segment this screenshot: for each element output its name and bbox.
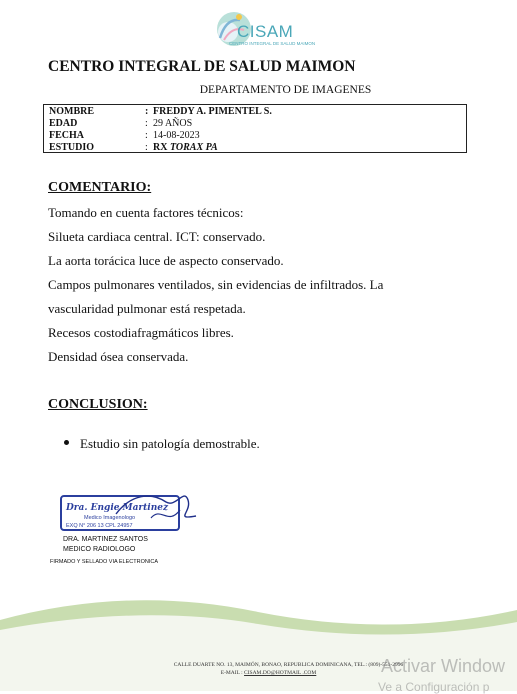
- comentario-line: vascularidad pulmonar está respetada.: [48, 301, 246, 316]
- activation-watermark-sub: Ve a Configuración p: [378, 680, 490, 694]
- comentario-heading: COMENTARIO:: [48, 180, 152, 195]
- comentario-line: Densidad ósea conservada.: [48, 349, 189, 364]
- activation-watermark: Activar Window: [381, 656, 506, 676]
- logo-subtext: CENTRO INTEGRAL DE SALUD MAIMON: [229, 41, 316, 46]
- patient-colon: :: [145, 130, 148, 141]
- stamp-name: Dra. Engie Martinez: [66, 503, 169, 513]
- comentario-line: La aorta torácica luce de aspecto conservado.: [48, 253, 284, 268]
- signer-name: DRA. MARTINEZ SANTOS: [63, 536, 148, 543]
- patient-row-nombre: [49, 106, 272, 118]
- comentario-line: Campos pulmonares ventilados, sin evidencias de infiltrados. La: [48, 277, 384, 292]
- comentario-line: Silueta cardiaca central. ICT: conservado.: [48, 229, 266, 244]
- conclusion-item: Estudio sin patología demostrable.: [80, 436, 260, 451]
- patient-colon: :: [145, 106, 149, 117]
- patient-value-study: [153, 142, 218, 154]
- patient-label: EDAD: [49, 118, 78, 129]
- study-suffix: TORAX PA: [169, 142, 218, 153]
- patient-row-estudio: [49, 142, 218, 154]
- patient-row-fecha: [49, 130, 200, 142]
- conclusion-heading: CONCLUSION:: [48, 397, 148, 412]
- comentario-line: Tomando en cuenta factores técnicos:: [48, 205, 244, 220]
- stamp-role: Medico Imagenologo: [84, 515, 136, 521]
- patient-colon: :: [145, 142, 148, 153]
- signature-stamp: [56, 486, 198, 538]
- footer-address: CALLE DUARTE NO. 13, MAIMÓN, BONAO, REPUBLICA DOMINICANA, TEL.: (809)-551-2996: [173, 662, 404, 668]
- stamp-numbers: EXQ N° 206 13 CPL 24957: [66, 523, 133, 529]
- patient-info-box: [43, 104, 467, 153]
- patient-label: ESTUDIO: [49, 142, 95, 153]
- study-prefix: RX: [153, 142, 170, 153]
- patient-value-date: 14-08-2023: [153, 130, 200, 141]
- org-title: CENTRO INTEGRAL DE SALUD MAIMON: [48, 58, 356, 75]
- patient-label: NOMBRE: [49, 106, 94, 117]
- logo-text: CISAM: [237, 22, 294, 41]
- signer-title: MEDICO RADIOLOGO: [63, 546, 136, 553]
- patient-row-edad: [49, 118, 192, 130]
- email-prefix: E-MAIL :: [220, 670, 245, 676]
- signature-note: FIRMADO Y SELLADO VIA ELECTRONICA: [50, 559, 158, 565]
- department-title: DEPARTAMENTO DE IMAGENES: [199, 84, 372, 96]
- patient-value-age: 29 AÑOS: [153, 118, 193, 129]
- comentario-line: Recesos costodiafragmáticos libres.: [48, 325, 234, 340]
- patient-value-name: FREDDY A. PIMENTEL S.: [153, 106, 272, 117]
- patient-label: FECHA: [49, 130, 84, 141]
- patient-colon: :: [145, 118, 148, 129]
- email-link[interactable]: CISAM.DO@HOTMAIL .COM: [244, 670, 317, 676]
- bullet-icon: [64, 440, 69, 445]
